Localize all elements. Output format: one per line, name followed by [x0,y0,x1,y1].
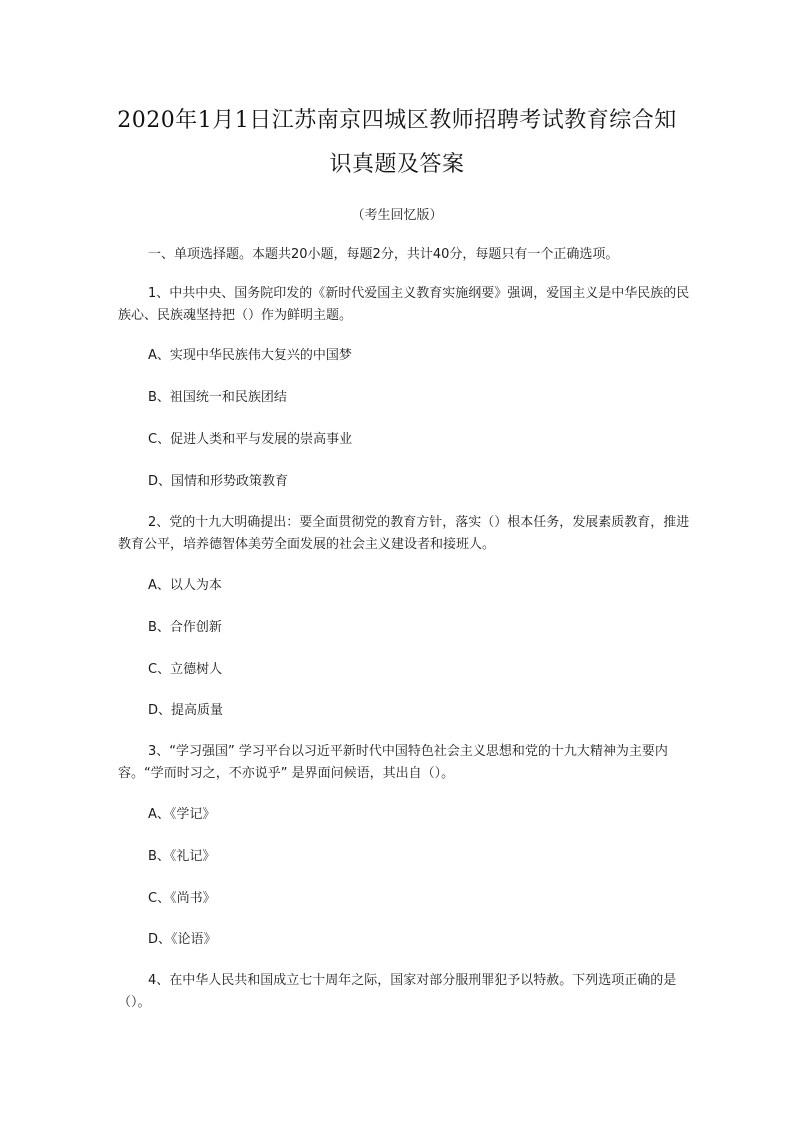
question-2-option-d: D、提高质量 [148,703,224,718]
question-2-option-b: B、合作创新 [148,620,222,635]
question-1-option-c: C、促进人类和平与发展的崇高事业 [148,432,353,447]
question-1-option-b: B、祖国统一和民族团结 [148,390,287,405]
section-heading: 一、单项选择题。本题共20小题，每题2分，共计40分，每题只有一个正确选项。 [148,247,619,262]
question-3-option-c: C、《尚书》 [148,891,216,906]
document-title-line-2: 识真题及答案 [329,152,465,177]
question-2-option-c: C、立德树人 [148,662,223,677]
question-3-option-a: A、《学记》 [148,807,216,822]
question-3-stem: 3、“学习强国” 学习平台以习近平新时代中国特色社会主义思想和党的十九大精神为主要内容。“学而时习之，不亦说乎” 是界面问候语，其出自（）。 [118,744,668,781]
question-1-option-a: A、实现中华民族伟大复兴的中国梦 [148,348,352,363]
question-1-option-d: D、国情和形势政策教育 [148,474,289,489]
question-2-option-a: A、以人为本 [148,578,222,593]
question-3-option-d: D、《论语》 [148,932,217,947]
question-1-stem: 1、中共中央、国务院印发的《新时代爱国主义教育实施纲要》强调，爱国主义是中华民族的民族心、民族魂坚持把（）作为鲜明主题。 [118,286,690,323]
document-title-line-1: 2020年1月1日江苏南京四城区教师招聘考试教育综合知 [117,108,677,133]
subtitle: （考生回忆版） [351,208,443,223]
question-3-option-b: B、《礼记》 [148,849,216,864]
question-2-stem: 2、党的十九大明确提出：要全面贯彻党的教育方针，落实（）根本任务，发展素质教育，推进教育公平，培养德智体美劳全面发展的社会主义建设者和接班人。 [118,515,690,552]
question-4-stem: 4、在中华人民共和国成立七十周年之际，国家对部分服刑罪犯予以特赦。下列选项正确的是（）。 [118,973,677,1010]
